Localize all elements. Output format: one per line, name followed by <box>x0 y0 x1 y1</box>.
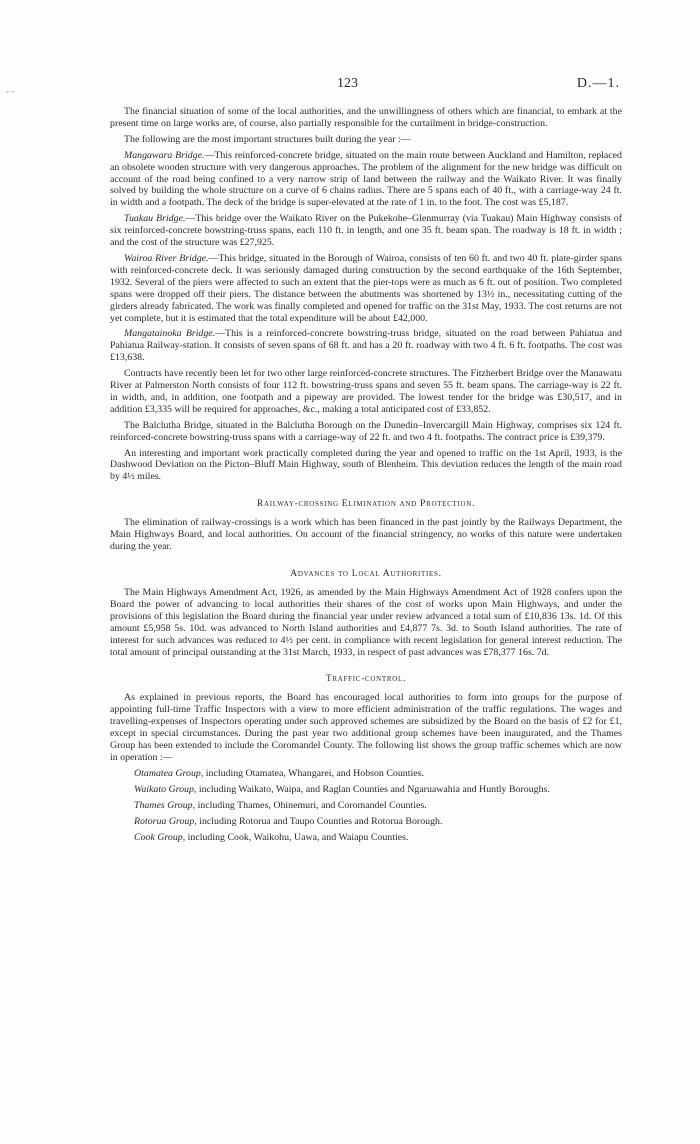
margin-mark: - - <box>6 86 15 96</box>
bridge-title: Mangawara Bridge. <box>124 149 205 161</box>
page-number: 123 <box>337 76 358 91</box>
group-name: Rotorua Group, <box>134 815 197 827</box>
bridge-tuakau <box>110 213 622 249</box>
group-members: including Otamatea, Whangarei, and Hobson Counties. <box>203 767 424 779</box>
group-members: including Rotorua and Taupo Counties and Rotorua Borough. <box>196 815 443 827</box>
railway-heading: Railway-crossing Elimination and Protection. <box>256 498 476 510</box>
traffic-heading: Traffic-control. <box>325 673 407 685</box>
list-item <box>110 832 622 844</box>
bridge-title: Tuakau Bridge. <box>124 213 186 225</box>
list-item <box>110 768 622 780</box>
bridge-mangawara <box>110 150 622 210</box>
group-name: Otamatea Group, <box>134 767 204 779</box>
balclutha-paragraph: The Balclutha Bridge, situated in the Balclutha Borough on the Dunedin–Invercargill Main Highway, comprises six 124 ft. reinforced-concrete bowstring-truss spans with a carriage-way of 22 ft. and two 4 ft. footpaths. The contract price is £39,379. <box>110 419 622 443</box>
bridge-title: Wairoa River Bridge. <box>124 252 209 264</box>
intro-paragraph: The financial situation of some of the local authorities, and the unwillingness of others which are financial, to embark at the present time on large works are, of course, also partially responsible for the curtailment in bridge-construction. <box>110 106 622 129</box>
list-item <box>110 816 622 828</box>
traffic-paragraph: As explained in previous reports, the Board has encouraged local authorities to form into groups for the purpose of appointing full-time Traffic Inspectors with a view to more efficient administration of the traffic regulations. The wages and travelling-expenses of Inspectors operating under such approved schemes are subsidized by the Board on the basis of £2 for £1, except in special circumstances. During the past year two additional group schemes have been inaugurated, and the Thames Group has been extended to include the Coromandel County. The following list shows the group traffic schemes which are now in operation :— <box>110 692 622 763</box>
advances-paragraph: The Main Highways Amendment Act, 1926, as amended by the Main Highways Amendment Act of 1928 confers upon the Board the power of advancing to local authorities their shares of the cost of works upon Main Highways, and under the provisions of this legislation the Board during the financial year under review advanced a total sum of £10,836 13s. 1d. Of this amount £5,958 5s. 10d. was advanced to North Island authorities and £4,877 7s. 3d. to South Island authorities. The rate of interest for such advances was reduced to 4½ per cent. in compliance with recent legislation for general interest reduction. The total amount of principal outstanding at the 31st March, 1933, in respect of past advances was £78,377 16s. 7d. <box>110 587 622 658</box>
contracts-paragraph: Contracts have recently been let for two other large reinforced-concrete structures. The Fitzherbert Bridge over the Manawatu River at Palmerston North consists of four 112 ft. bowstring-truss spans and seven 55 ft. beam spans. The carriage-way is 22 ft. in width, and, in addition, one footpath and a pipeway are provided. The lowest tender for the bridge was £30,517, and in addition £3,335 will be required for approaches, &c., making a total anticipated cost of £33,852. <box>110 368 622 415</box>
bridge-text: —This reinforced-concrete bridge, situated on the main route between Auckland and Hamilton, replaced an obsolete wooden structure with very dangerous approaches. The problem of the alignment for the new bridge was difficult on account of the road being confined to a very narrow strip of land between the railway and the Waikato River. It was finally solved by building the whole structure on a curve of 6 chains radius. There are 5 spans each of 40 ft., with a carriage-way 24 ft. in width and a footpath. The deck of the bridge is super-elevated at the rate of 1 in. to the foot. The cost was £5,187. <box>110 149 622 209</box>
group-members: including Waikato, Waipa, and Raglan Counties and Ngaruawahia and Huntly Boroughs. <box>196 783 550 795</box>
bridge-mangatainoka <box>110 328 622 364</box>
bridge-wairoa <box>110 253 622 324</box>
group-name: Waikato Group, <box>134 783 197 795</box>
bridge-text: —This is a reinforced-concrete bowstring-truss bridge, situated on the road between Pahiatua and Pahiatua Railway-station. It consists of seven spans of 68 ft. and has a 20 ft. roadway with two 4 ft. 6 ft. footpaths. The cost was £13,638. <box>110 328 622 364</box>
group-members: including Cook, Waikohu, Uawa, and Waiapu Counties. <box>185 831 409 843</box>
document-body <box>110 106 622 847</box>
group-name: Thames Group, <box>134 799 196 811</box>
advances-heading: Advances to Local Authorities. <box>290 568 442 579</box>
group-name: Cook Group, <box>134 831 186 843</box>
railway-paragraph: The elimination of railway-crossings is a work which has been financed in the past jointly by the Railways Department, the Main Highways Board, and local authorities. On account of the financial stringency, no works of this nature were undertaken during the year. <box>110 517 622 553</box>
page-header <box>0 76 700 96</box>
bridge-title: Mangatainoka Bridge. <box>124 328 216 340</box>
group-list <box>110 768 622 844</box>
list-item <box>110 800 622 812</box>
list-item <box>110 784 622 796</box>
dashwood-paragraph: An interesting and important work practically completed during the year and opened to traffic on the 1st April, 1933, is the Dashwood Deviation on the Picton–Bluff Main Highway, south of Blenheim. This deviation reduces the length of the main road by 4½ miles. <box>110 447 622 483</box>
bridge-text: —This bridge over the Waikato River on the Pukekohe–Glenmurray (via Tuakau) Main Highway consists of six reinforced-concrete bowstring-truss spans, each 110 ft. in length, and one 35 ft. beam span. The roadway is 18 ft. in width ; and the cost of the structure was £27,925. <box>110 213 622 249</box>
group-members: including Thames, Ohinemuri, and Coromandel Counties. <box>195 799 427 811</box>
bridge-text: —This bridge, situated in the Borough of Wairoa, consists of ten 60 ft. and two 40 ft. plate-girder spans with reinforced-concrete deck. It was seriously damaged during construction by the second earthquake of the 16th September, 1932. Several of the piers were affected to such an extent that the pier-tops were as much as 6 ft. out of position. Two completed spans were dropped off their piers. The distance between the abutments was shortened by 13½ in., necessitating cutting of the girders already fabricated. The work was finally completed and opened for traffic on the 31st May, 1933. The cost returns are not yet complete, but it is estimated that the total expenditure will be about £42,000. <box>110 252 622 324</box>
structures-intro: The following are the most important structures built during the year :— <box>124 133 411 145</box>
document-reference: D.—1. <box>576 76 620 91</box>
